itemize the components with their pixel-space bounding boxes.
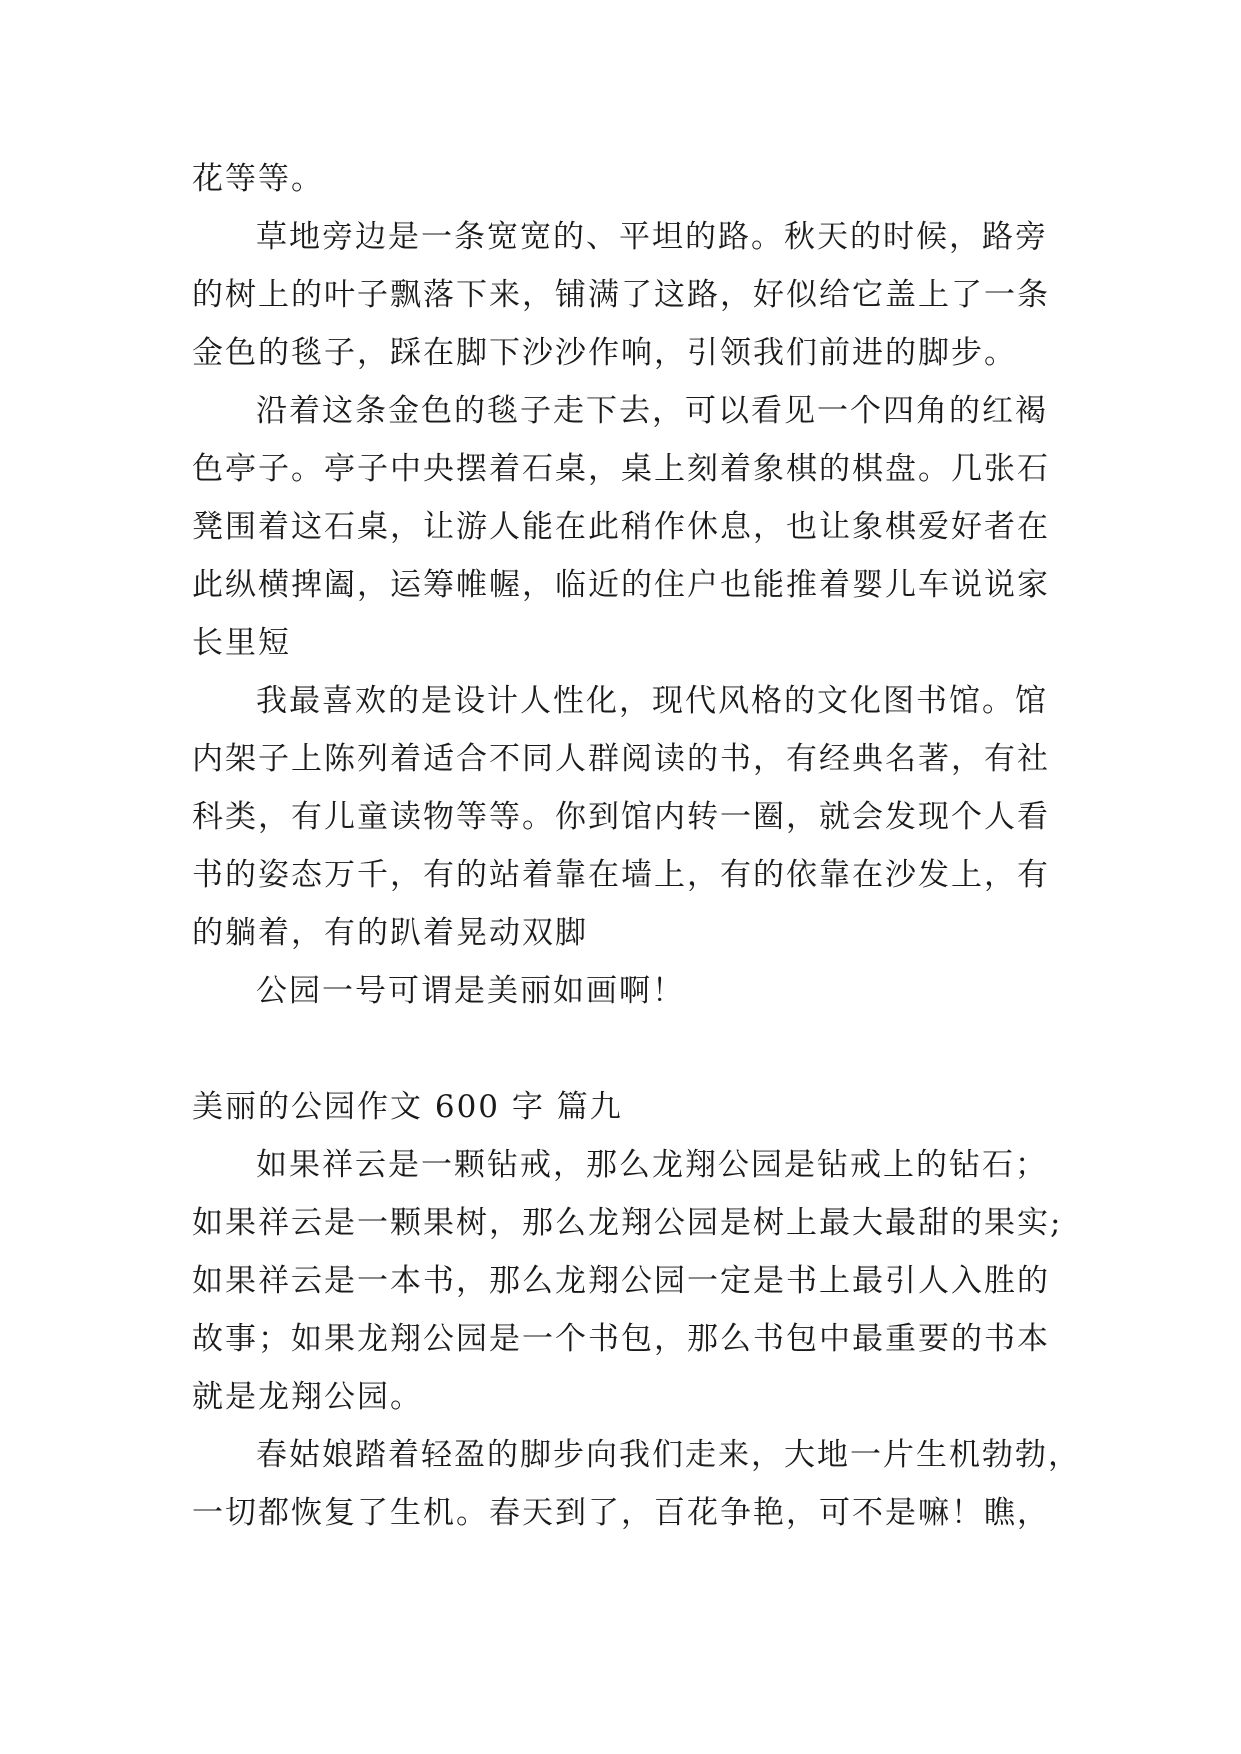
document-body xyxy=(192,150,1081,1542)
paragraph-line: 色亭子。亭子中央摆着石桌，桌上刻着象棋的棋盘。几张石 xyxy=(192,451,1050,487)
paragraph-line: 金色的毯子，踩在脚下沙沙作响，引领我们前进的脚步。 xyxy=(192,335,1017,371)
paragraph-line: 的树上的叶子飘落下来，铺满了这路，好似给它盖上了一条 xyxy=(192,277,1050,313)
paragraph-line: 如果祥云是一颗果树，那么龙翔公园是树上最大最甜的果实; xyxy=(192,1205,1063,1241)
paragraph-line: 如果祥云是一颗钻戒，那么龙翔公园是钻戒上的钻石； xyxy=(256,1147,1048,1183)
paragraph-line: 草地旁边是一条宽宽的、平坦的路。秋天的时候，路旁 xyxy=(256,219,1048,255)
paragraph-line: 科类，有儿童读物等等。你到馆内转一圈，就会发现个人看 xyxy=(192,799,1050,835)
paragraph-line: 长里短 xyxy=(192,625,291,661)
paragraph-line: 花等等。 xyxy=(192,161,324,197)
section-title: 美丽的公园作文 600 字 篇九 xyxy=(192,1089,623,1125)
paragraph-line: 此纵横捭阖，运筹帷幄，临近的住户也能推着婴儿车说说家 xyxy=(192,567,1050,603)
paragraph-line: 就是龙翔公园。 xyxy=(192,1379,423,1415)
paragraph-line: 故事；如果龙翔公园是一个书包，那么书包中最重要的书本 xyxy=(192,1321,1050,1357)
paragraph-line: 书的姿态万千，有的站着靠在墙上，有的依靠在沙发上，有 xyxy=(192,857,1050,893)
section-spacer xyxy=(192,1020,1052,1078)
paragraph-line: 春姑娘踏着轻盈的脚步向我们走来，大地一片生机勃勃， xyxy=(256,1437,1081,1473)
paragraph-line: 一切都恢复了生机。春天到了，百花争艳，可不是嘛！瞧， xyxy=(192,1495,1050,1531)
paragraph-line: 如果祥云是一本书，那么龙翔公园一定是书上最引人入胜的 xyxy=(192,1263,1050,1299)
paragraph-line: 内架子上陈列着适合不同人群阅读的书，有经典名著，有社 xyxy=(192,741,1050,777)
paragraph-line: 凳围着这石桌，让游人能在此稍作休息，也让象棋爱好者在 xyxy=(192,509,1050,545)
paragraph-line: 我最喜欢的是设计人性化，现代风格的文化图书馆。馆 xyxy=(256,683,1048,719)
paragraph-line: 沿着这条金色的毯子走下去，可以看见一个四角的红褐 xyxy=(256,393,1048,429)
paragraph-line: 公园一号可谓是美丽如画啊！ xyxy=(256,973,685,1009)
paragraph-line: 的躺着，有的趴着晃动双脚 xyxy=(192,915,588,951)
